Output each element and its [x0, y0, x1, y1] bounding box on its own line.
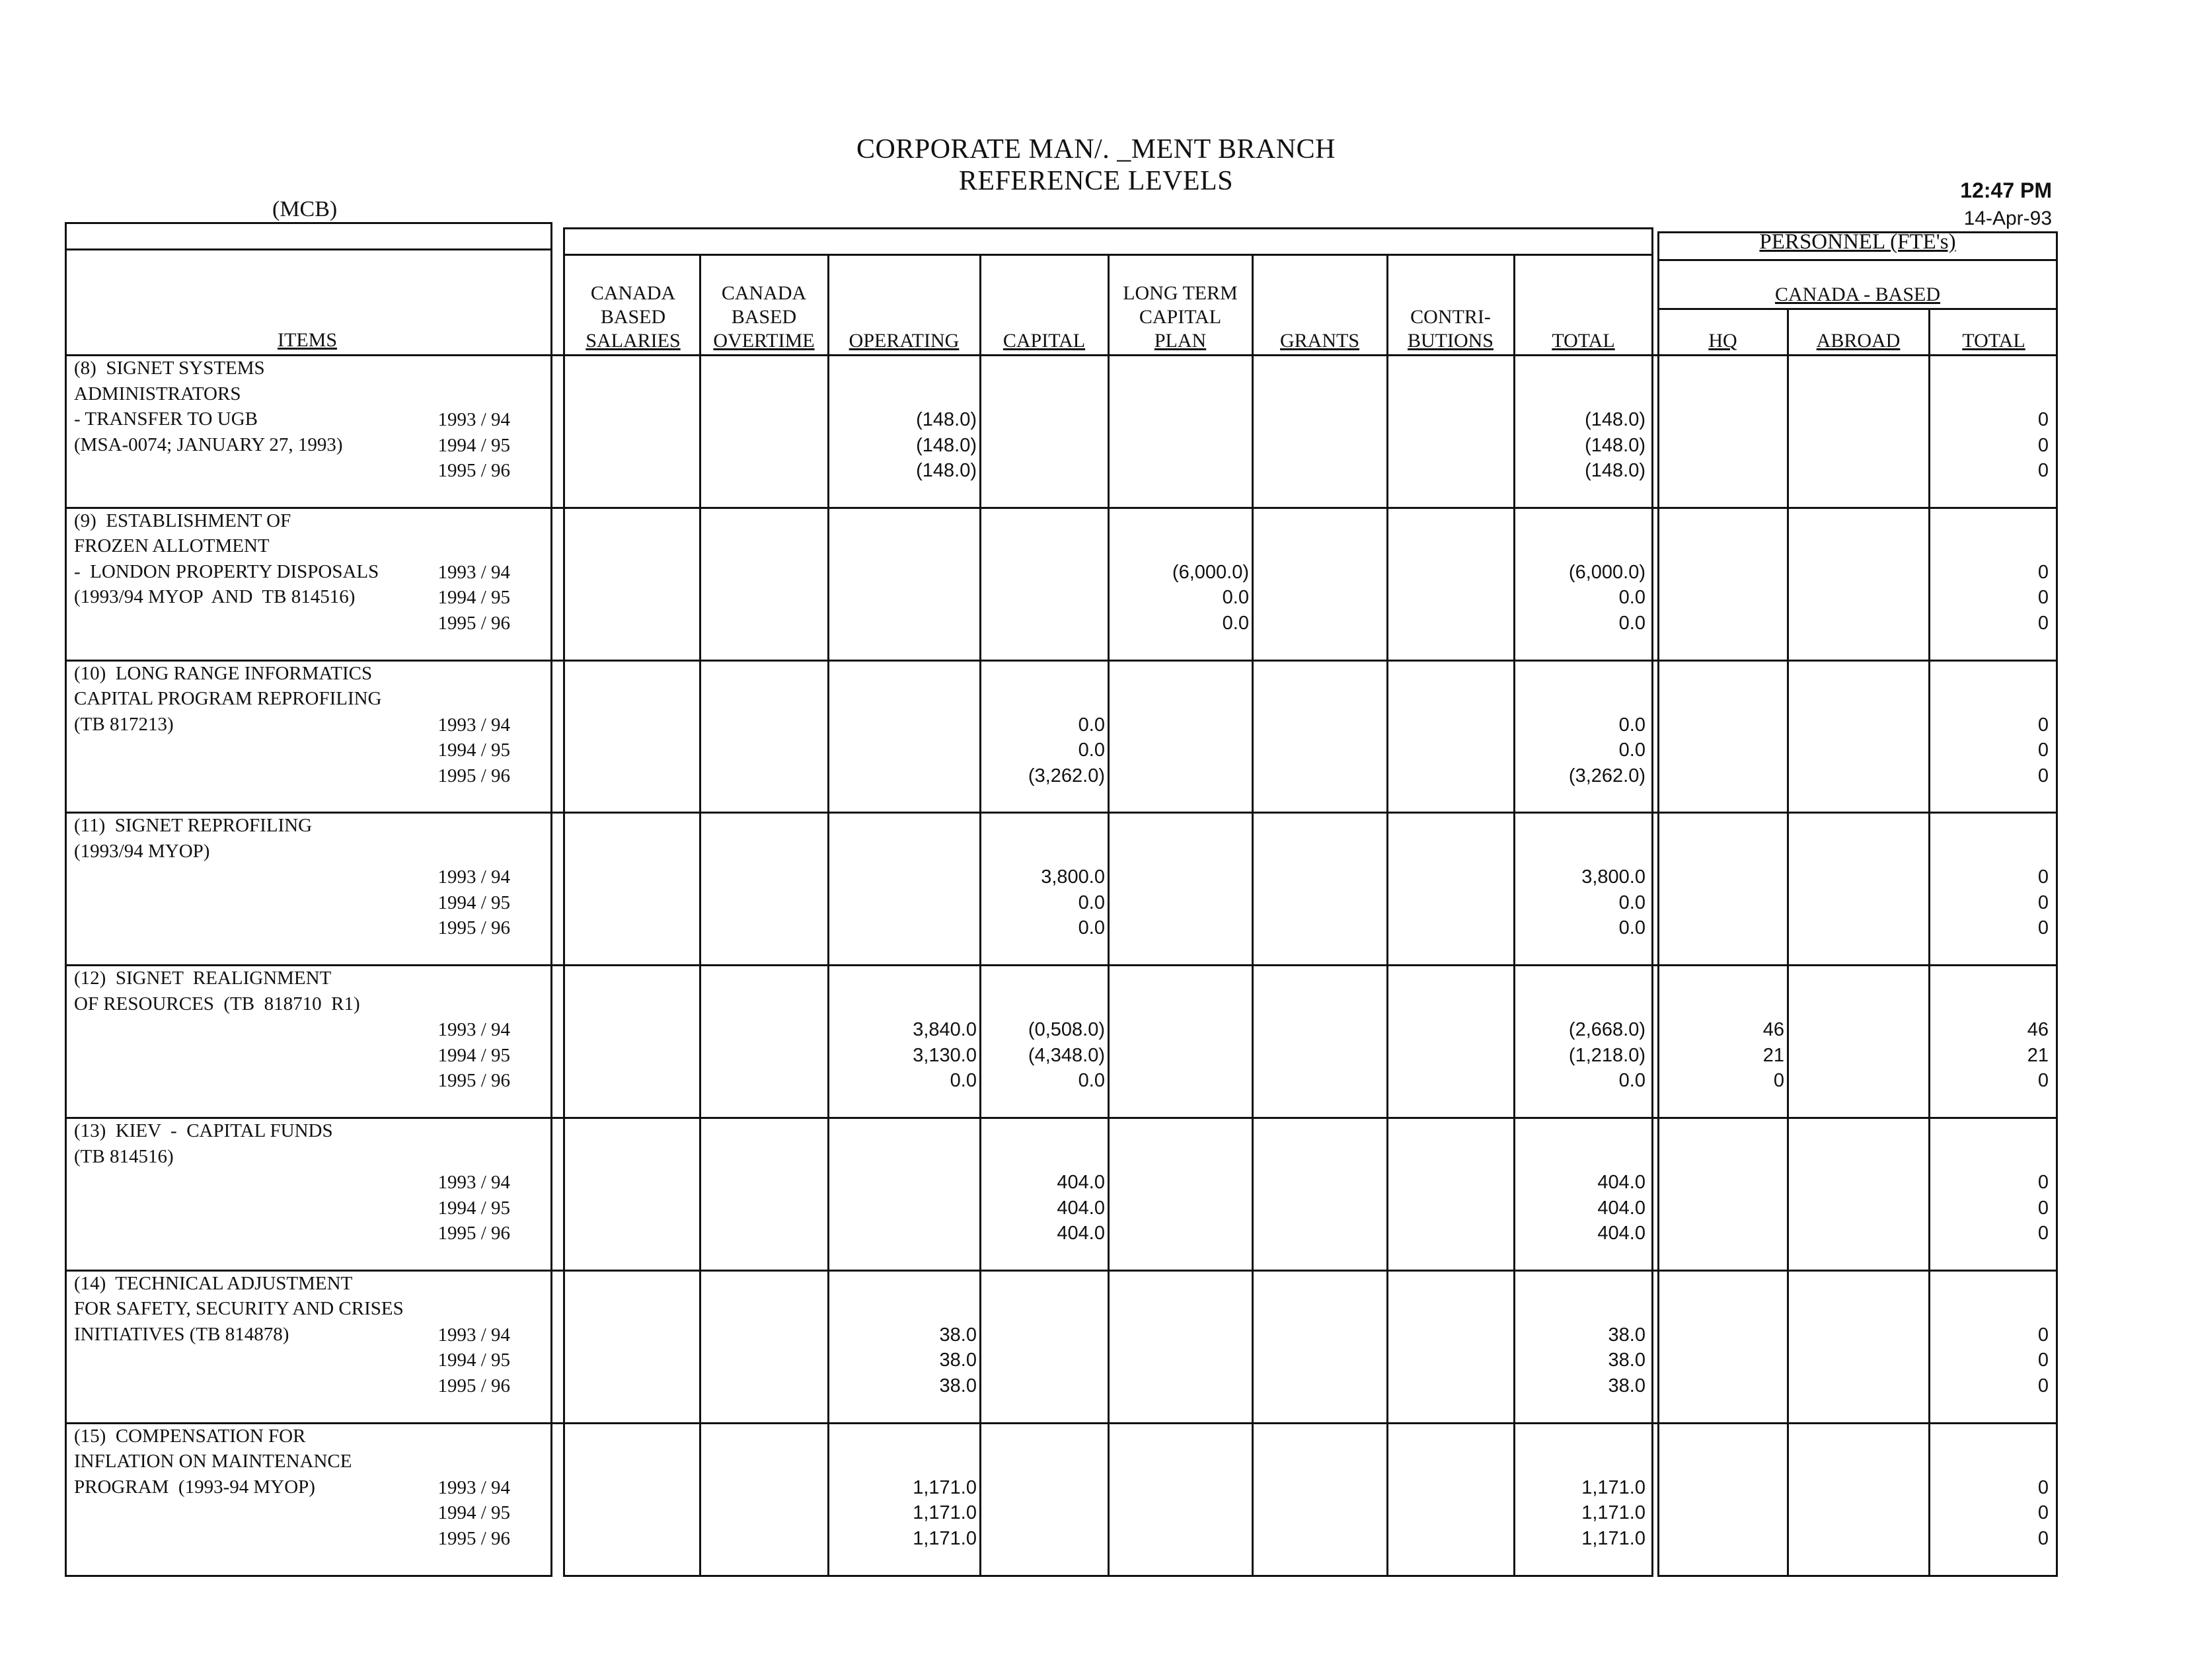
fiscal-year: 1995 / 96 [437, 1070, 510, 1092]
capital-value: 0.0 [1078, 740, 1105, 761]
operating-value: 38.0 [939, 1324, 977, 1346]
section-description-line: FOR SAFETY, SECURITY AND CRISES [74, 1298, 404, 1320]
total-value: (1,218.0) [1568, 1044, 1645, 1066]
personnel-total-value: 0 [2037, 714, 2049, 736]
total-value: (148.0) [1585, 460, 1645, 481]
personnel-total-value: 0 [2037, 1197, 2049, 1219]
section-description-line: (14) TECHNICAL ADJUSTMENT [74, 1272, 353, 1294]
total-value: (148.0) [1585, 409, 1645, 430]
total-value: (3,262.0) [1568, 765, 1645, 786]
personnel-total-value: 0 [2037, 892, 2049, 913]
personnel-total-value: 0 [2037, 409, 2049, 430]
operating-value: 1,171.0 [913, 1502, 977, 1524]
ltcp-value: 0.0 [1222, 587, 1249, 609]
section-description-line: (11) SIGNET REPROFILING [74, 815, 313, 837]
total-value: 404.0 [1597, 1223, 1645, 1244]
print-date: 14-Apr-93 [1963, 208, 2052, 229]
section-divider [65, 1270, 2058, 1272]
section-description-line: (9) ESTABLISHMENT OF [74, 510, 291, 531]
ltcp-value: (6,000.0) [1172, 561, 1249, 583]
fiscal-year: 1994 / 95 [437, 434, 510, 456]
fiscal-year: 1995 / 96 [437, 612, 510, 634]
fiscal-year: 1994 / 95 [437, 1044, 510, 1066]
capital-value: 0.0 [1078, 714, 1105, 736]
section-divider [65, 1117, 2058, 1119]
total-value: 1,171.0 [1581, 1527, 1645, 1549]
fiscal-year: 1993 / 94 [437, 866, 510, 888]
total-value: 0.0 [1618, 587, 1645, 609]
fiscal-year: 1993 / 94 [437, 561, 510, 583]
personnel-total-value: 0 [2037, 460, 2049, 481]
personnel-total-value: 0 [2037, 1375, 2049, 1396]
col-divider [1108, 254, 1110, 1577]
fiscal-year: 1995 / 96 [437, 1527, 510, 1549]
total-value: 0.0 [1618, 917, 1645, 939]
capital-value: 404.0 [1057, 1197, 1105, 1219]
total-value: (148.0) [1585, 434, 1645, 456]
total-value: 0.0 [1618, 1070, 1645, 1092]
section-divider [65, 964, 2058, 966]
operating-value: 0.0 [950, 1070, 977, 1092]
fiscal-year: 1995 / 96 [437, 917, 510, 939]
total-value: 1,171.0 [1581, 1502, 1645, 1524]
personnel-total-value: 0 [2037, 561, 2049, 583]
section-description-line: ADMINISTRATORS [74, 383, 241, 404]
capital-value: 3,800.0 [1041, 866, 1105, 888]
contributions-column-header: CONTRI- BUTIONS [1407, 306, 1493, 352]
total-value: 3,800.0 [1581, 866, 1645, 888]
operating-value: (148.0) [916, 460, 977, 481]
fiscal-year: 1994 / 95 [437, 1197, 510, 1219]
page-subtitle: REFERENCE LEVELS [958, 166, 1234, 196]
personnel-total-column-header: TOTAL [1962, 330, 2025, 352]
col-divider [1252, 254, 1254, 1577]
section-description-line: INITIATIVES (TB 814878) [74, 1323, 289, 1345]
section-description-line: OF RESOURCES (TB 818710 R1) [74, 993, 360, 1014]
col-divider [827, 254, 829, 1577]
column-header-bottom [65, 354, 2058, 356]
total-value: (6,000.0) [1568, 561, 1645, 583]
personnel-total-value: 0 [2037, 612, 2049, 634]
total-value: 404.0 [1597, 1197, 1645, 1219]
section-description-line: (8) SIGNET SYSTEMS [74, 358, 265, 379]
section-divider [65, 812, 2058, 814]
fiscal-year: 1994 / 95 [437, 740, 510, 761]
section-divider [65, 1422, 2058, 1424]
total-value: 38.0 [1608, 1375, 1645, 1396]
total-value: 0.0 [1618, 740, 1645, 761]
capital-value: 404.0 [1057, 1172, 1105, 1193]
operating-value: 3,840.0 [913, 1019, 977, 1041]
total-column-header: TOTAL [1552, 330, 1615, 352]
total-value: 0.0 [1618, 612, 1645, 634]
fiscal-year: 1995 / 96 [437, 1375, 510, 1396]
canada-based-header: CANADA - BASED [1774, 284, 1941, 305]
personnel-total-value: 0 [2037, 1502, 2049, 1524]
ltcp-value: 0.0 [1222, 612, 1249, 634]
fiscal-year: 1993 / 94 [437, 714, 510, 736]
fiscal-year: 1993 / 94 [437, 1019, 510, 1041]
total-value: 0.0 [1618, 714, 1645, 736]
abroad-column-header: ABROAD [1816, 330, 1901, 352]
operating-value: (148.0) [916, 434, 977, 456]
fiscal-year: 1994 / 95 [437, 892, 510, 913]
section-description-line: (TB 814516) [74, 1145, 174, 1167]
capital-value: 0.0 [1078, 892, 1105, 913]
capital-value: 0.0 [1078, 917, 1105, 939]
hq-value: 46 [1762, 1019, 1784, 1041]
section-description-line: (1993/94 MYOP AND TB 814516) [74, 586, 356, 608]
col-divider [1787, 308, 1789, 1577]
personnel-total-value: 0 [2037, 1350, 2049, 1371]
fiscal-year: 1993 / 94 [437, 1172, 510, 1193]
personnel-total-value: 0 [2037, 1223, 2049, 1244]
col-divider [699, 254, 701, 1577]
operating-value: 38.0 [939, 1375, 977, 1396]
section-divider [65, 507, 2058, 509]
section-description-line: (13) KIEV - CAPITAL FUNDS [74, 1120, 333, 1141]
capital-column-header: CAPITAL [1002, 330, 1086, 352]
total-value: 0.0 [1618, 892, 1645, 913]
total-value: (2,668.0) [1568, 1019, 1645, 1041]
print-time: 12:47 PM [1960, 178, 2052, 202]
salaries-column-header: CANADA BASED SALARIES [586, 282, 681, 352]
capital-value: 404.0 [1057, 1223, 1105, 1244]
fiscal-year: 1993 / 94 [437, 1476, 510, 1498]
page-title: CORPORATE MAN/. _MENT BRANCH [856, 134, 1336, 165]
capital-value: (3,262.0) [1028, 765, 1105, 786]
personnel-total-value: 0 [2037, 1527, 2049, 1549]
fiscal-year: 1993 / 94 [437, 1324, 510, 1346]
fiscal-year: 1995 / 96 [437, 765, 510, 786]
personnel-total-value: 0 [2037, 434, 2049, 456]
operating-value: 1,171.0 [913, 1527, 977, 1549]
personnel-total-value: 46 [2027, 1019, 2049, 1041]
hq-value: 21 [1762, 1044, 1784, 1066]
operating-value: 38.0 [939, 1350, 977, 1371]
total-value: 1,171.0 [1581, 1476, 1645, 1498]
hq-value: 0 [1773, 1070, 1784, 1092]
personnel-total-value: 21 [2027, 1044, 2049, 1066]
section-description-line: (15) COMPENSATION FOR [74, 1425, 306, 1447]
operating-value: 3,130.0 [913, 1044, 977, 1066]
fiscal-year: 1995 / 96 [437, 1223, 510, 1244]
total-value: 38.0 [1608, 1324, 1645, 1346]
overtime-column-header: CANADA BASED OVERTIME [713, 282, 815, 352]
section-description-line: CAPITAL PROGRAM REPROFILING [74, 688, 382, 710]
grants-column-header: GRANTS [1279, 330, 1359, 352]
fiscal-year: 1994 / 95 [437, 1350, 510, 1371]
personnel-total-value: 0 [2037, 1476, 2049, 1498]
section-description-line: - LONDON PROPERTY DISPOSALS [74, 560, 379, 582]
section-description-line: (TB 817213) [74, 713, 174, 735]
section-description-line: - TRANSFER TO UGB [74, 408, 258, 430]
section-description-line: FROZEN ALLOTMENT [74, 535, 270, 557]
personnel-total-value: 0 [2037, 866, 2049, 888]
capital-value: (0,508.0) [1028, 1019, 1105, 1041]
section-description-line: (12) SIGNET REALIGNMENT [74, 968, 332, 989]
ltcp-column-header: LONG TERM CAPITAL PLAN [1123, 282, 1238, 352]
personnel-total-value: 0 [2037, 1070, 2049, 1092]
personnel-total-value: 0 [2037, 740, 2049, 761]
personnel-total-value: 0 [2037, 1172, 2049, 1193]
items-header-divider [65, 248, 552, 250]
total-value: 38.0 [1608, 1350, 1645, 1371]
operating-value: (148.0) [916, 409, 977, 430]
personnel-total-value: 0 [2037, 917, 2049, 939]
fiscal-year: 1995 / 96 [437, 460, 510, 481]
section-description-line: PROGRAM (1993-94 MYOP) [74, 1476, 315, 1498]
section-description-line: INFLATION ON MAINTENANCE [74, 1451, 352, 1472]
capital-value: (4,348.0) [1028, 1044, 1105, 1066]
personnel-total-value: 0 [2037, 587, 2049, 609]
section-description-line: (10) LONG RANGE INFORMATICS [74, 662, 373, 684]
hq-column-header: HQ [1708, 330, 1737, 352]
personnel-total-value: 0 [2037, 765, 2049, 786]
fiscal-year: 1993 / 94 [437, 409, 510, 430]
fiscal-year: 1994 / 95 [437, 1502, 510, 1524]
operating-value: 1,171.0 [913, 1476, 977, 1498]
fiscal-year: 1994 / 95 [437, 587, 510, 609]
section-description-line: (MSA-0074; JANUARY 27, 1993) [74, 434, 343, 455]
total-value: 404.0 [1597, 1172, 1645, 1193]
personnel-total-value: 0 [2037, 1324, 2049, 1346]
section-description-line: (1993/94 MYOP) [74, 840, 210, 862]
personnel-header: PERSONNEL (FTE's) [1759, 230, 1956, 254]
col-divider [1386, 254, 1388, 1577]
capital-value: 0.0 [1078, 1070, 1105, 1092]
branch-code: (MCB) [272, 197, 338, 221]
operating-column-header: OPERATING [849, 330, 960, 352]
personnel-header-divider [1657, 259, 2058, 261]
canada-based-divider [1657, 308, 2058, 310]
items-column-header: ITEMS [278, 329, 337, 351]
